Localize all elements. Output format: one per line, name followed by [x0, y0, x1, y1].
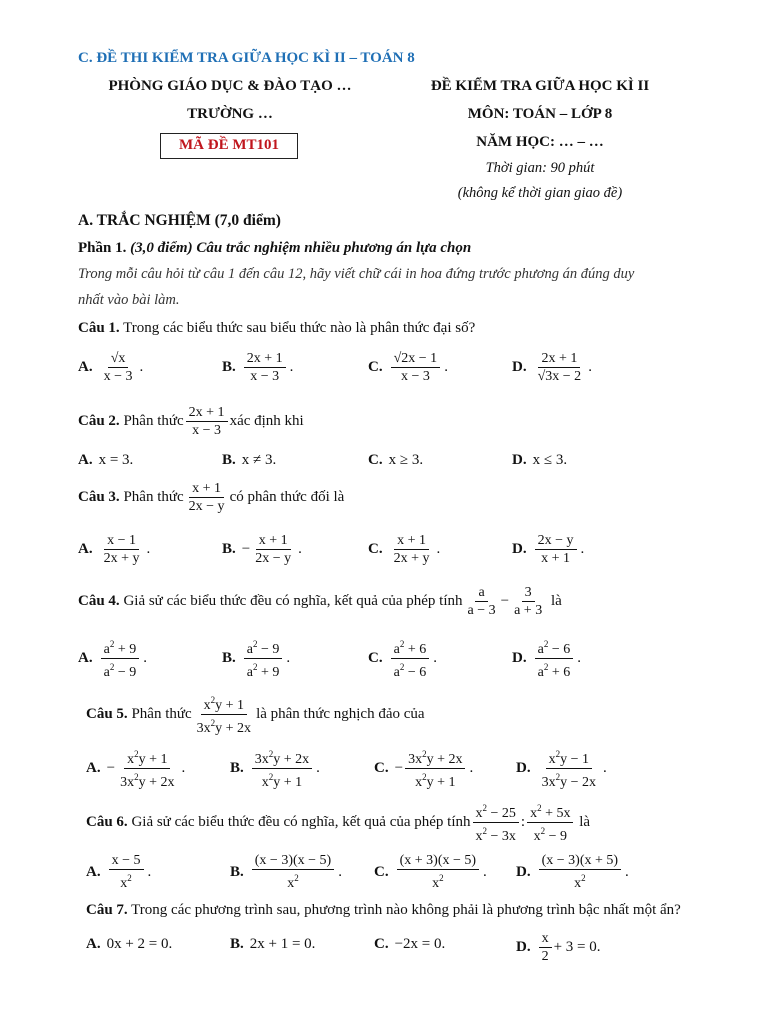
q4-option-b[interactable]: B. $\frac{a^2 - 9}{a^2 + 9}$ . — [222, 636, 290, 681]
option-letter: C. — [368, 541, 383, 557]
q5-option-b[interactable]: B. $\frac{3x^2y + 2x}{x^2y + 1}$ . — [230, 746, 320, 791]
option-letter: B. — [222, 452, 236, 468]
document-title: C. ĐỀ THI KIỂM TRA GIỮA HỌC KÌ II – TOÁN 8 — [78, 50, 415, 66]
option-letter: C. — [374, 863, 389, 880]
duration: Thời gian: 90 phút — [485, 160, 595, 176]
option-letter: C. — [368, 650, 383, 666]
q3-option-c[interactable]: C. $\frac{x + 1}{2x + y}$ . — [368, 533, 441, 566]
question-3: Câu 3. Phân thức $\frac{x + 1}{2x - y}$ có phân thức đối là — [78, 481, 345, 514]
option-letter: C. — [368, 452, 383, 468]
option-letter: D. — [516, 760, 531, 776]
instruction-line-1: Trong mỗi câu hỏi từ câu 1 đến câu 12, hãy viết chữ cái in hoa đứng trước phương án đúng duy — [78, 266, 635, 282]
question-text-post: là phân thức nghịch đảo của — [256, 706, 425, 722]
option-letter: B. — [230, 936, 244, 952]
q2-option-b[interactable]: B. x ≠ 3. — [222, 452, 277, 468]
option-letter: D. — [512, 452, 527, 468]
q1-option-d[interactable]: D. $\frac{2x + 1}{√3x - 2}$ . — [512, 351, 592, 384]
q6-option-a[interactable]: A. $\frac{x - 5}{x^2}$ . — [86, 853, 152, 891]
option-letter: B. — [222, 541, 236, 557]
option-letter: C. — [374, 936, 389, 952]
q5-option-c[interactable]: C. − $\frac{3x^2y + 2x}{x^2y + 1}$ . — [374, 746, 473, 791]
option-letter: A. — [86, 863, 101, 880]
school-name: TRƯỜNG … — [187, 106, 273, 122]
section-a-heading: A. TRẮC NGHIỆM (7,0 điểm) — [78, 212, 281, 229]
question-label: Câu 4. — [78, 593, 120, 609]
question-label: Câu 1. — [78, 320, 120, 336]
subject: MÔN: TOÁN – LỚP 8 — [467, 106, 613, 122]
q5-option-a[interactable]: A. − $\frac{x^2y + 1}{3x^2y + 2x}$ . — [86, 746, 185, 791]
option-letter: D. — [512, 541, 527, 557]
question-text: Trong các biểu thức sau biểu thức nào là phân thức đại số? — [123, 320, 476, 336]
option-letter: D. — [516, 939, 531, 955]
question-text-post: xác định khi — [229, 413, 304, 429]
question-text-pre: Phân thức — [131, 706, 192, 722]
option-letter: C. — [368, 359, 383, 375]
q7-option-d[interactable]: D. $\frac{x}{2}$ + 3 = 0. — [516, 931, 601, 964]
option-letter: A. — [78, 359, 93, 375]
school-year: NĂM HỌC: … – … — [476, 134, 604, 150]
question-7 — [86, 902, 681, 919]
option-letter: A. — [78, 452, 93, 468]
part1-label: Phần 1. — [78, 240, 127, 256]
q4-option-c[interactable]: C. $\frac{a^2 + 6}{a^2 - 6}$ . — [368, 636, 437, 681]
q2-option-a[interactable]: A. x = 3. — [78, 452, 134, 468]
question-6: Câu 6. Giả sử các biểu thức đều có nghĩa, kết quả của phép tính $\frac{x^2 - 25}{x^2 - 3x}$ : $\frac{x^2 + 5x}{x^2 - 9}$ là — [86, 800, 590, 845]
option-letter: A. — [78, 541, 93, 557]
question-5: Câu 5. Phân thức $\frac{x^2y + 1}{3x^2y + 2x}$ là phân thức nghịch đảo của — [86, 692, 425, 737]
q6-option-b[interactable]: B. $\frac{(x - 3)(x - 5)}{x^2}$ . — [230, 853, 342, 891]
q7-option-c[interactable]: C. −2x = 0. — [374, 936, 446, 952]
exam-code-box: MÃ ĐỀ MT101 — [160, 133, 298, 159]
duration-note: (không kể thời gian giao đề) — [457, 185, 623, 201]
question-text: Trong các phương trình sau, phương trình nào không phải là phương trình bậc nhất một ẩn? — [131, 902, 681, 918]
q2-option-c[interactable]: C. x ≥ 3. — [368, 452, 424, 468]
q7-option-a[interactable]: A. 0x + 2 = 0. — [86, 936, 173, 952]
question-label: Câu 7. — [86, 902, 128, 918]
option-letter: D. — [512, 359, 527, 375]
exam-name: ĐỀ KIỂM TRA GIỮA HỌC KÌ II — [430, 78, 650, 94]
q1-option-a[interactable]: A. $\frac{√x}{x - 3}$ . — [78, 351, 144, 384]
question-text-pre: Giả sử các biểu thức đều có nghĩa, kết quả của phép tính — [131, 814, 471, 830]
part1-heading — [78, 240, 471, 257]
question-label: Câu 6. — [86, 814, 128, 830]
question-label: Câu 5. — [86, 706, 128, 722]
question-text-post: có phân thức đối là — [229, 489, 345, 505]
option-letter: B. — [230, 863, 244, 880]
question-text-post: là — [579, 814, 591, 830]
q7-option-b[interactable]: B. 2x + 1 = 0. — [230, 936, 316, 952]
question-text-post: là — [550, 593, 562, 609]
q3-option-a[interactable]: A. $\frac{x - 1}{2x + y}$ . — [78, 533, 151, 566]
question-4: Câu 4. Giả sử các biểu thức đều có nghĩa, kết quả của phép tính $\frac{a}{a - 3}$ − $\frac{3}{a + 3}$ là — [78, 585, 562, 618]
question-text-pre: Phân thức — [123, 489, 184, 505]
question-1 — [78, 320, 475, 337]
part1-points: (3,0 điểm) — [130, 240, 193, 256]
department-name: PHÒNG GIÁO DỤC & ĐÀO TẠO … — [108, 78, 352, 94]
q1-option-b[interactable]: B. $\frac{2x + 1}{x - 3}$ . — [222, 351, 294, 384]
option-letter: A. — [86, 936, 101, 952]
option-letter: C. — [374, 760, 389, 776]
instruction-line-2: nhất vào bài làm. — [78, 292, 180, 308]
q3-option-b[interactable]: B. − $\frac{x + 1}{2x - y}$ . — [222, 533, 302, 566]
q5-option-d[interactable]: D. $\frac{x^2y - 1}{3x^2y - 2x}$ . — [516, 746, 607, 791]
q3-option-d[interactable]: D. $\frac{2x - y}{x + 1}$ . — [512, 533, 585, 566]
question-label: Câu 2. — [78, 413, 120, 429]
option-letter: A. — [78, 650, 93, 666]
q2-option-d[interactable]: D. x ≤ 3. — [512, 452, 568, 468]
part1-description: Câu trắc nghiệm nhiều phương án lựa chọn — [196, 240, 472, 256]
option-letter: A. — [86, 760, 101, 776]
option-letter: B. — [230, 760, 244, 776]
q4-option-a[interactable]: A. $\frac{a^2 + 9}{a^2 - 9}$ . — [78, 636, 147, 681]
option-letter: D. — [512, 650, 527, 666]
question-label: Câu 3. — [78, 489, 120, 505]
question-text-pre: Phân thức — [123, 413, 184, 429]
q6-option-d[interactable]: D. $\frac{(x - 3)(x + 5)}{x^2}$ . — [516, 853, 629, 891]
q4-option-d[interactable]: D. $\frac{a^2 - 6}{a^2 + 6}$ . — [512, 636, 581, 681]
option-letter: B. — [222, 359, 236, 375]
option-letter: D. — [516, 863, 531, 880]
option-letter: B. — [222, 650, 236, 666]
q6-option-c[interactable]: C. $\frac{(x + 3)(x - 5)}{x^2}$ . — [374, 853, 487, 891]
q1-option-c[interactable]: C. $\frac{√2x - 1}{x - 3}$ . — [368, 351, 448, 384]
question-2: Câu 2. Phân thức $\frac{2x + 1}{x - 3}$ xác định khi — [78, 405, 304, 438]
question-text-pre: Giả sử các biểu thức đều có nghĩa, kết quả của phép tính — [123, 593, 463, 609]
